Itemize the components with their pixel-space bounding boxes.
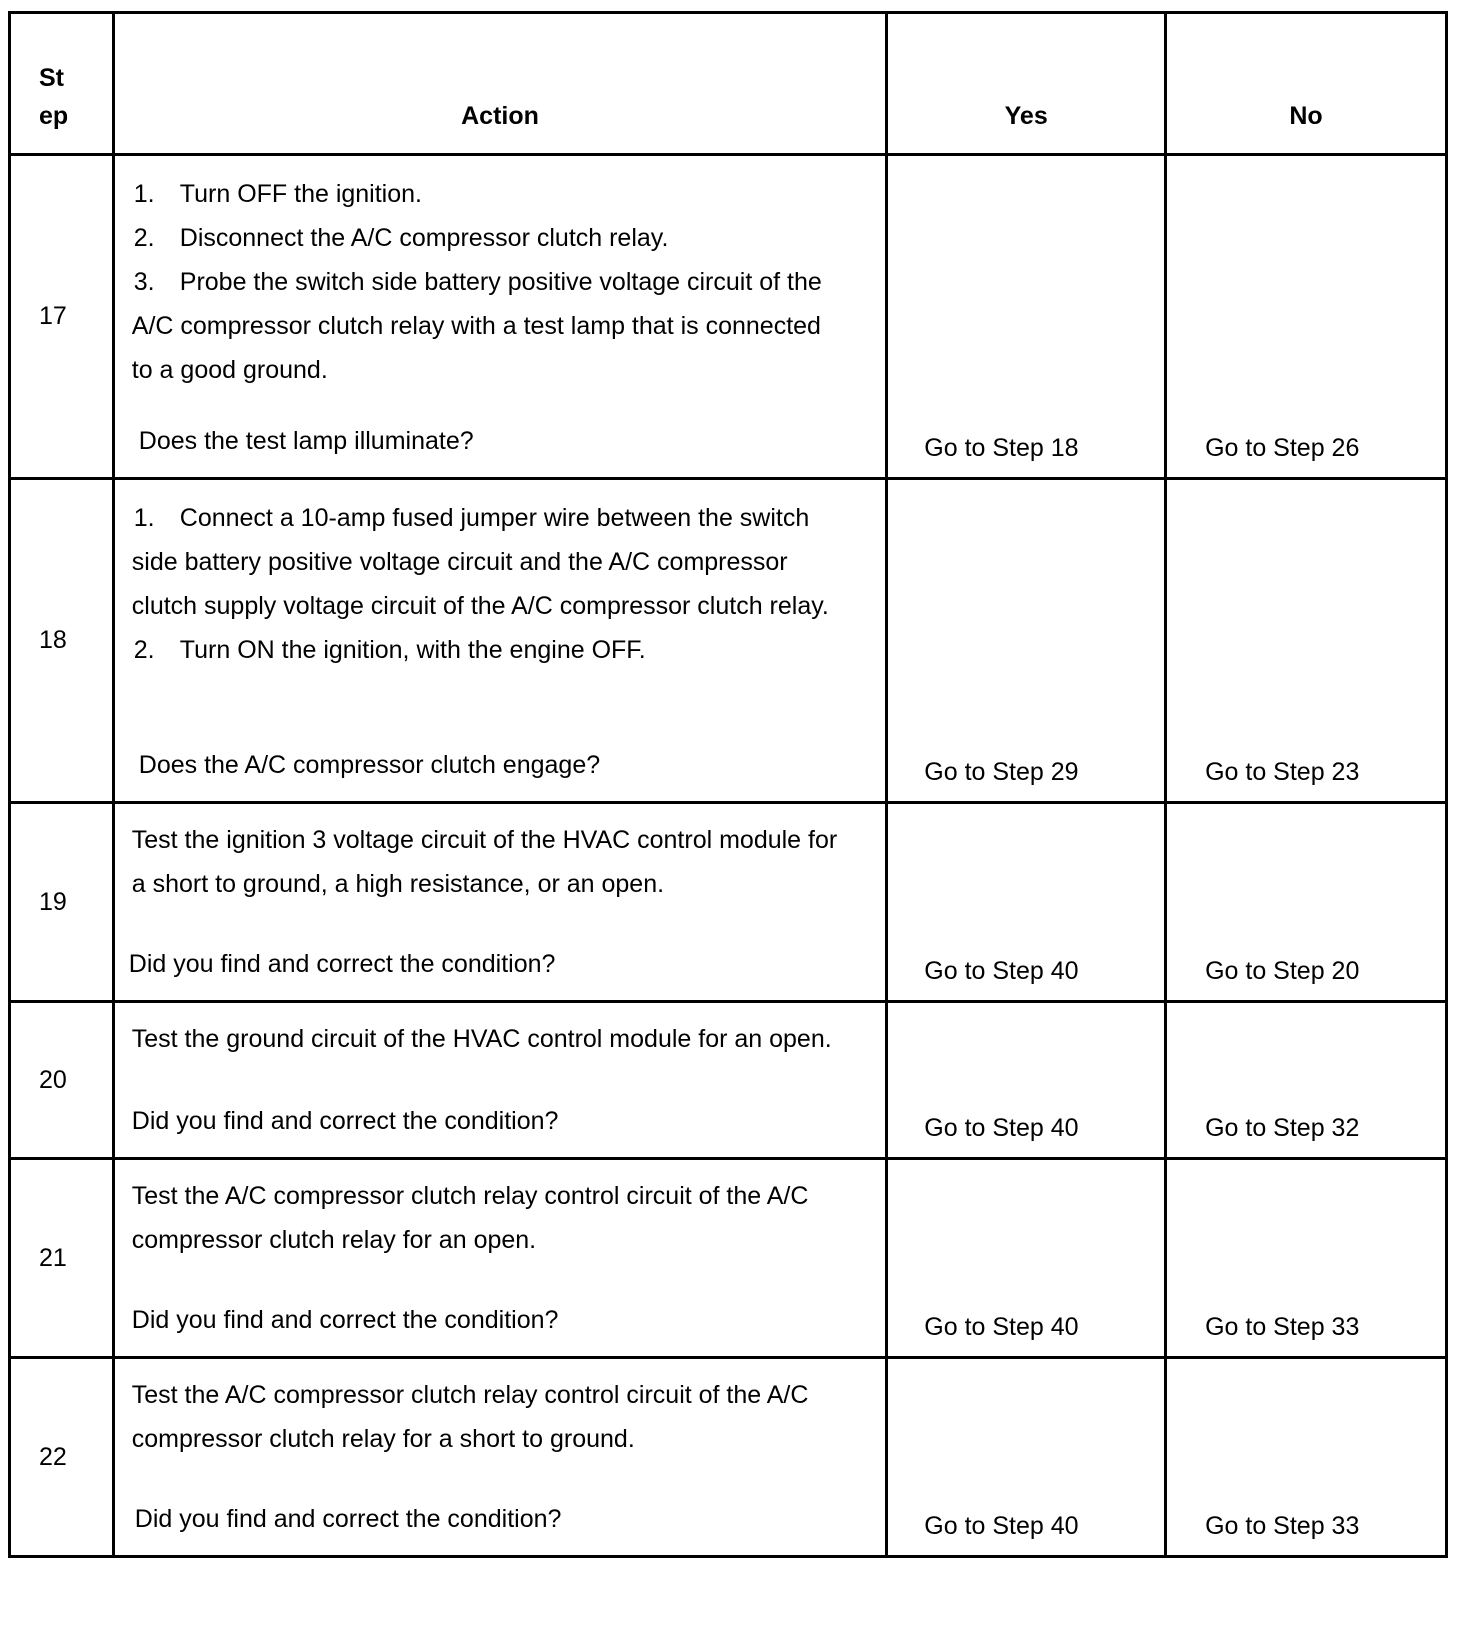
no-result: Go to Step 33 (1205, 1512, 1360, 1540)
yes-cell (887, 1002, 1166, 1159)
no-header: No (1166, 13, 1447, 155)
no-cell (1166, 155, 1447, 479)
action-item: 1. Connect a 10-amp fused jumper wire between the switch side battery positive voltage circuit and the A/C compressor clutch supply voltage circuit of the A/C compressor clutch relay. (131, 504, 829, 620)
action-question: Did you find and correct the condition? (131, 1107, 559, 1135)
action-text: Test the ground circuit of the HVAC control module for an open. (131, 1025, 832, 1053)
action-cell (113, 479, 887, 803)
header-row (10, 13, 1447, 155)
table-row (10, 155, 1447, 479)
table-row (10, 1358, 1447, 1557)
action-question: Does the A/C compressor clutch engage? (138, 751, 601, 779)
step-header-line-1: St (39, 64, 64, 92)
action-text: Test the A/C compressor clutch relay control circuit of the A/C compressor clutch relay for an open. (131, 1182, 809, 1254)
table-row (10, 479, 1447, 803)
yes-cell (887, 1358, 1166, 1557)
yes-cell (887, 479, 1166, 803)
no-cell (1166, 803, 1447, 1002)
action-header: Action (113, 13, 887, 155)
action-item: 3. Probe the switch side battery positive voltage circuit of the A/C compressor clutch relay with a test lamp that is connected to a good ground. (131, 268, 822, 384)
yes-result: Go to Step 29 (924, 758, 1079, 786)
table-row (10, 803, 1447, 1002)
no-result: Go to Step 33 (1205, 1313, 1360, 1341)
step-number: 18 (10, 479, 114, 803)
no-cell (1166, 1159, 1447, 1358)
action-cell (113, 155, 887, 479)
action-question: Did you find and correct the condition? (131, 1306, 559, 1334)
no-cell (1166, 1358, 1447, 1557)
action-question: Does the test lamp illuminate? (138, 427, 474, 455)
yes-result: Go to Step 40 (924, 1114, 1079, 1142)
no-result: Go to Step 26 (1205, 434, 1360, 462)
action-item: 2. Turn ON the ignition, with the engine OFF. (133, 636, 646, 664)
yes-result: Go to Step 40 (924, 1512, 1079, 1540)
action-cell (113, 1358, 887, 1557)
no-cell (1166, 1002, 1447, 1159)
diagnostic-table (8, 11, 1448, 1558)
action-cell (113, 1159, 887, 1358)
action-cell (113, 803, 887, 1002)
yes-header: Yes (887, 13, 1166, 155)
no-result: Go to Step 32 (1205, 1114, 1360, 1142)
no-result: Go to Step 20 (1205, 957, 1360, 985)
action-item: 1. Turn OFF the ignition. (133, 180, 422, 208)
step-number: 22 (10, 1358, 114, 1557)
no-result: Go to Step 23 (1205, 758, 1360, 786)
step-header-line-2: ep (39, 102, 69, 130)
table-row (10, 1159, 1447, 1358)
action-question: Did you find and correct the condition? (134, 1505, 562, 1533)
step-number: 21 (10, 1159, 114, 1358)
step-number: 20 (10, 1002, 114, 1159)
table-row (10, 1002, 1447, 1159)
yes-cell (887, 155, 1166, 479)
step-header (10, 13, 114, 155)
step-number: 17 (10, 155, 114, 479)
yes-result: Go to Step 40 (924, 1313, 1079, 1341)
action-text: Test the A/C compressor clutch relay control circuit of the A/C compressor clutch relay for a short to ground. (131, 1381, 809, 1453)
no-cell (1166, 479, 1447, 803)
action-item: 2. Disconnect the A/C compressor clutch relay. (133, 224, 669, 252)
yes-result: Go to Step 18 (924, 434, 1079, 462)
yes-result: Go to Step 40 (924, 957, 1079, 985)
action-text: Test the ignition 3 voltage circuit of the HVAC control module for a short to ground, a high resistance, or an open. (131, 826, 838, 898)
yes-cell (887, 1159, 1166, 1358)
yes-cell (887, 803, 1166, 1002)
action-cell (113, 1002, 887, 1159)
step-number: 19 (10, 803, 114, 1002)
action-question: Did you find and correct the condition? (128, 950, 556, 978)
